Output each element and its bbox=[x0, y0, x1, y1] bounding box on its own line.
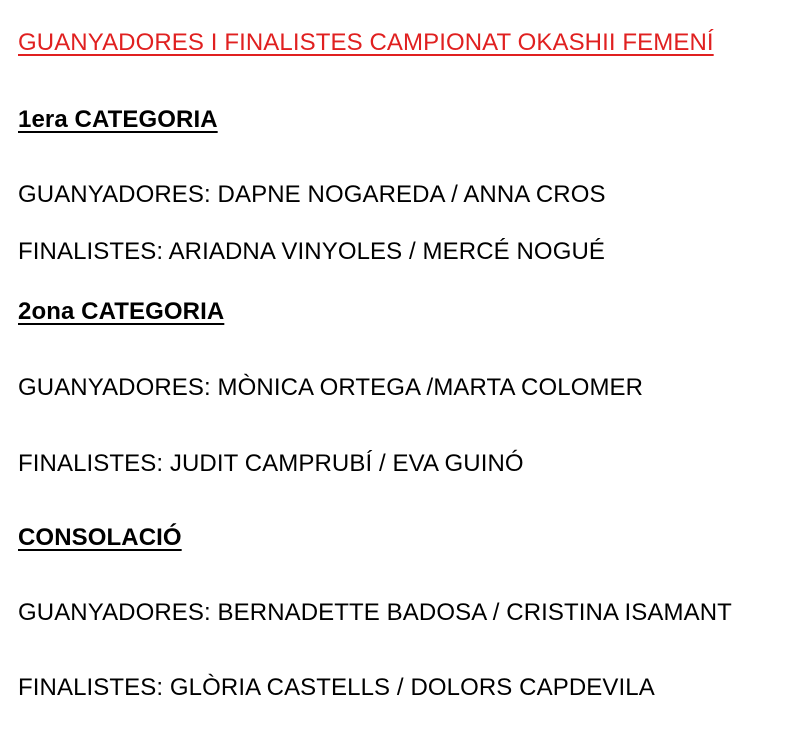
section-2-finalists: FINALISTES: JUDIT CAMPRUBÍ / EVA GUINÓ bbox=[18, 450, 524, 477]
section-3-winners: GUANYADORES: BERNADETTE BADOSA / CRISTINA ISAMANT bbox=[18, 599, 732, 626]
section-1-finalists: FINALISTES: ARIADNA VINYOLES / MERCÉ NOGUÉ bbox=[18, 238, 606, 265]
section-3-finalists: FINALISTES: GLÒRIA CASTELLS / DOLORS CAPDEVILA bbox=[18, 674, 655, 701]
section-heading-3: CONSOLACIÓ bbox=[18, 524, 182, 551]
section-heading-2: 2ona CATEGORIA bbox=[18, 298, 225, 325]
section-heading-1: 1era CATEGORIA bbox=[18, 106, 218, 133]
document-title: GUANYADORES I FINALISTES CAMPIONAT OKASHII FEMENÍ bbox=[18, 29, 714, 56]
section-2-winners: GUANYADORES: MÒNICA ORTEGA /MARTA COLOMER bbox=[18, 374, 644, 401]
section-1-winners: GUANYADORES: DAPNE NOGAREDA / ANNA CROS bbox=[18, 181, 606, 208]
